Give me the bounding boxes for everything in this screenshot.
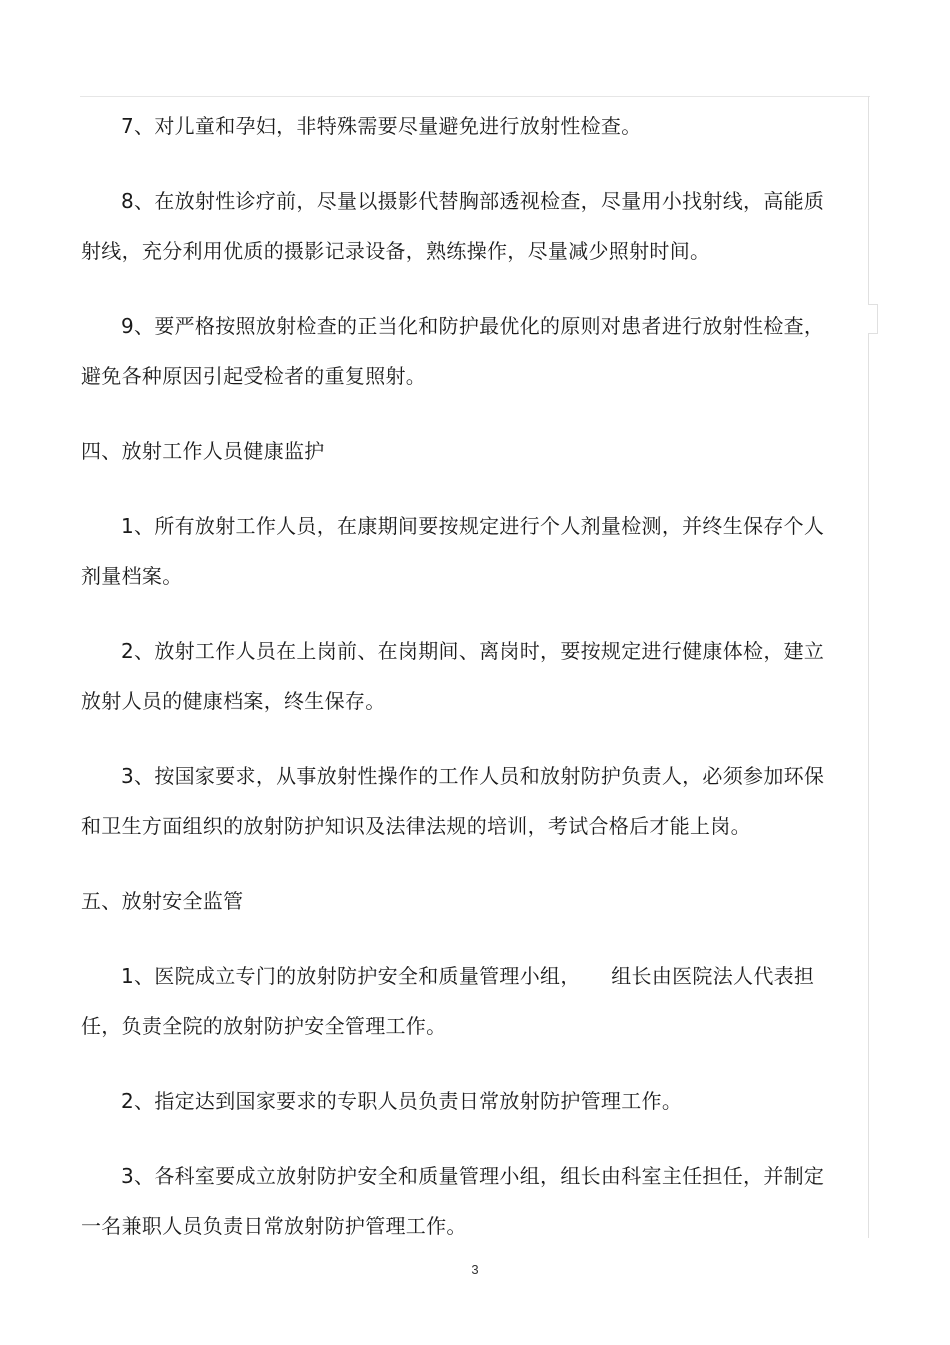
paragraph-item-8: 8、在放射性诊疗前，尽量以摄影代替胸部透视检查，尽量用小找射线，高能质射线，充分利用优质的摄影记录设备，熟练操作，尽量减少照射时间。 xyxy=(81,189,825,263)
page-edge-right xyxy=(868,96,869,1238)
page-edge-top xyxy=(80,96,870,97)
page-edge-notch xyxy=(868,304,878,334)
paragraph-item-9: 9、要严格按照放射检查的正当化和防护最优化的原则对患者进行放射性检查，避免各种原因引起受检者的重复照射。 xyxy=(81,314,825,388)
paragraph-item-4-1: 1、所有放射工作人员，在康期间要按规定进行个人剂量检测，并终生保存个人剂量档案。 xyxy=(81,514,825,588)
section-heading-5: 五、放射安全监管 xyxy=(81,889,244,913)
page-number: 3 xyxy=(471,1262,479,1277)
section-heading-4: 四、放射工作人员健康监护 xyxy=(81,439,325,463)
paragraph-item-4-3: 3、按国家要求，从事放射性操作的工作人员和放射防护负责人，必须参加环保和卫生方面组织的放射防护知识及法律法规的培训，考试合格后才能上岗。 xyxy=(81,764,825,838)
document-body xyxy=(81,101,841,1276)
paragraph-item-5-3: 3、各科室要成立放射防护安全和质量管理小组，组长由科室主任担任，并制定一名兼职人员负责日常放射防护管理工作。 xyxy=(81,1164,825,1238)
paragraph-item-4-2: 2、放射工作人员在上岗前、在岗期间、离岗时，要按规定进行健康体检，建立放射人员的健康档案，终生保存。 xyxy=(81,639,825,713)
paragraph-item-5-1: 1、医院成立专门的放射防护安全和质量管理小组， 组长由医院法人代表担任，负责全院的放射防护安全管理工作。 xyxy=(81,964,815,1038)
paragraph-item-5-2: 2、指定达到国家要求的专职人员负责日常放射防护管理工作。 xyxy=(121,1089,683,1113)
paragraph-item-7: 7、对儿童和孕妇，非特殊需要尽量避免进行放射性检查。 xyxy=(121,114,642,138)
